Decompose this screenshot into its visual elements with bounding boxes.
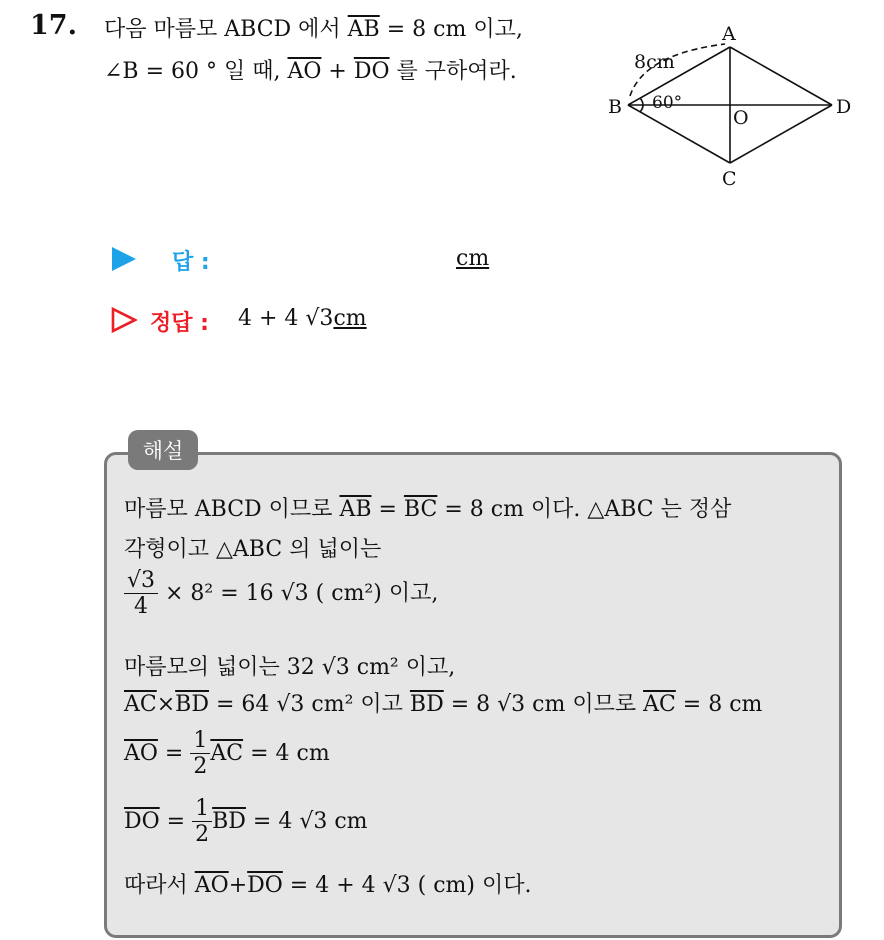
explanation-line-5	[124, 687, 762, 718]
label-d: D	[836, 96, 852, 118]
denominator: 2	[195, 822, 210, 848]
label-b: B	[608, 96, 622, 118]
segment-bd: $\overline{BD}$	[212, 808, 246, 834]
segment-ac: $\overline{AC}$	[210, 740, 244, 766]
text: 마름모 ABCD 이므로	[124, 497, 340, 522]
segment-ao: $\overline{AO}$	[287, 59, 322, 84]
answer-unit: cm	[456, 246, 490, 271]
fraction	[190, 728, 210, 780]
text: = 8 cm	[675, 692, 763, 717]
fraction	[192, 796, 212, 848]
rhombus-figure	[600, 20, 860, 195]
label-angle: 60°	[652, 93, 683, 113]
plus-sign: +	[321, 59, 354, 84]
segment-ac: $\overline{AC}$	[124, 692, 157, 717]
explanation-line-8	[124, 868, 531, 899]
explanation-line-6	[124, 728, 330, 780]
segment-ab: $\overline{AB}$	[339, 497, 372, 522]
answer-label: 답 :	[172, 250, 210, 275]
label-a: A	[722, 23, 736, 45]
segment-ao: $\overline{AO}$	[194, 873, 229, 898]
explanation-line-3	[124, 568, 438, 620]
numerator: 1	[192, 796, 212, 822]
side-ad	[730, 47, 832, 105]
explanation-line-7	[124, 796, 368, 848]
answer-arrow-icon	[112, 247, 136, 271]
equals: =	[157, 740, 191, 766]
numerator: 1	[190, 728, 210, 754]
question-line-1	[104, 12, 523, 43]
question-text: 다음 마름모 ABCD 에서	[104, 17, 348, 42]
correct-arrow-icon	[110, 306, 138, 334]
plus-sign: +	[228, 873, 248, 898]
segment-bd: $\overline{BD}$	[409, 692, 444, 717]
equals: =	[371, 497, 404, 522]
explanation-line-2: 각형이고 △ABC 의 넓이는	[124, 537, 382, 562]
text: = 8 cm 이다. △ABC 는 정삼	[437, 497, 732, 522]
segment-ab: $\overline{AB}$	[347, 17, 380, 42]
question-line-2	[104, 54, 517, 85]
side-cb	[628, 105, 730, 163]
text: × 8² = 16 √3 ( cm²) 이고,	[158, 580, 439, 606]
correct-answer	[238, 306, 367, 331]
segment-bd: $\overline{BD}$	[175, 692, 209, 717]
denominator: 4	[134, 594, 148, 620]
fraction	[124, 568, 158, 620]
correct-unit: cm	[333, 306, 367, 331]
label-side-length: 8cm	[634, 51, 675, 73]
question-text: ∠B = 60 ° 일 때,	[104, 59, 288, 84]
explanation-tag: 해설	[128, 430, 198, 470]
segment-ac: $\overline{AC}$	[643, 692, 676, 717]
text: = 4 √3 cm	[245, 808, 368, 834]
equals: =	[159, 808, 193, 834]
label-o: O	[733, 107, 749, 129]
explanation-line-4: 마름모의 넓이는 32 √3 cm² 이고,	[124, 655, 456, 680]
question-text: = 8 cm 이고,	[379, 17, 523, 42]
times: ×	[156, 692, 176, 717]
text: = 8 √3 cm 이므로	[443, 692, 644, 717]
segment-do: $\overline{DO}$	[353, 59, 390, 84]
numerator: √3	[124, 568, 158, 594]
question-number: 17.	[30, 10, 77, 41]
explanation-line-1	[124, 492, 731, 523]
segment-bc: $\overline{BC}$	[403, 497, 438, 522]
text: = 64 √3 cm² 이고	[208, 692, 410, 717]
segment-do: $\overline{DO}$	[247, 873, 283, 898]
label-c: C	[722, 168, 737, 190]
question-text: 를 구하여라.	[389, 59, 517, 84]
text: = 4 + 4 √3 ( cm) 이다.	[282, 873, 532, 898]
segment-do: $\overline{DO}$	[124, 808, 160, 834]
denominator: 2	[193, 754, 208, 780]
correct-label: 정답 :	[150, 311, 209, 336]
text: 따라서	[124, 873, 195, 898]
segment-ao: $\overline{AO}$	[124, 740, 158, 766]
correct-value: 4 + 4 √3	[238, 306, 334, 331]
text: = 4 cm	[243, 740, 330, 766]
